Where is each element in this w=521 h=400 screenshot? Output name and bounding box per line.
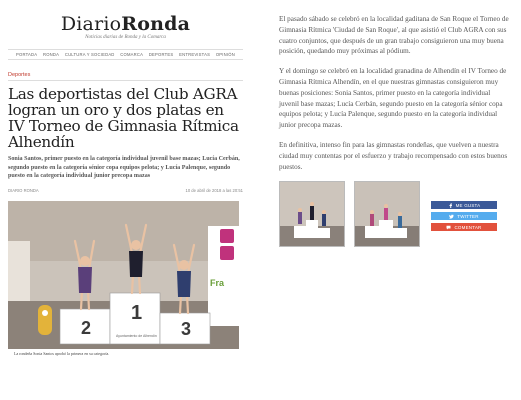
site-tagline: Noticias diarias de Ronda y la Comarca bbox=[85, 35, 166, 40]
masthead bbox=[8, 14, 243, 46]
photo-caption: La rondeña Sonia Santos aprobó la primera en su categoría. bbox=[14, 350, 110, 356]
paragraph-2: Y el domingo se celebró en la localidad granadina de Alhendín el IV Torneo de Gimnasia Rítmica Alhendín, en el que nuestras gimnastas consiguieron muy buenas posiciones: Sonia Santos, primer puesto en la categoría individual juvenil base mazas; Lucía Cerbán, segundo puesto en la categoría sénior copa equipos pelota; y Lucía Palenque, segundo puesto en la categoría individual junior precopa mazas. bbox=[279, 67, 507, 130]
like-button[interactable] bbox=[431, 201, 497, 209]
facebook-icon bbox=[448, 203, 453, 208]
social-buttons bbox=[431, 201, 497, 234]
comment-button[interactable] bbox=[431, 223, 497, 231]
like-label: ME GUSTA bbox=[455, 202, 481, 208]
paragraph-3: En definitiva, intenso fin para las gimnastas rondeñas, que vuelven a nuestra ciudad muy contentas por el esfuerzo y trabajo recompensado con estos buenos puestos. bbox=[279, 140, 508, 171]
article-headline: Las deportistas del Club AGRA logran un oro y dos platas en IV Torneo de Gimnasia Rítmica Alhendín bbox=[8, 85, 239, 151]
podium-1: 1 bbox=[131, 301, 143, 324]
paragraph-1: El pasado sábado se celebró en la localidad gaditana de San Roque el Torneo de Gimnasia Rítmica 'Ciudad de San Roque', al que asistió el Club AGRA con sus cuatro conjuntos, que después de un gran trabajo consiguieron una muy buena posición, quedando muy próximas al pódium. bbox=[279, 15, 509, 56]
gallery-photo-2 bbox=[355, 182, 420, 247]
podium-sign: Ayuntamiento de Alhendín bbox=[116, 333, 157, 338]
nav-item-cultura[interactable]: CULTURA Y SOCIEDAD bbox=[64, 52, 115, 57]
podium-3: 3 bbox=[181, 318, 192, 339]
article-photo bbox=[8, 201, 239, 349]
section-label[interactable]: Deportes bbox=[8, 72, 243, 81]
nav-item-portada[interactable]: PORTADA bbox=[16, 52, 38, 57]
comment-icon bbox=[446, 225, 451, 230]
gallery-thumb-1[interactable] bbox=[279, 181, 345, 247]
gallery-thumb-2[interactable] bbox=[354, 181, 420, 247]
article-meta bbox=[8, 188, 243, 193]
comment-label: COMENTAR bbox=[454, 224, 482, 230]
nav-item-deportes[interactable]: DEPORTES bbox=[148, 52, 174, 57]
article-lead: Sonia Santos, primer puesto en la categoría individual juvenil base mazas; Lucía Cerbán, segundo puesto en la categoría sénior copa equipos pelota; y Lucía Palenque, segundo puesto en la categoría individual junior precopa mazas bbox=[8, 156, 240, 179]
gallery-photo-1 bbox=[280, 182, 345, 247]
nav-item-ronda[interactable]: RONDA bbox=[43, 52, 60, 57]
twitter-icon bbox=[449, 214, 454, 219]
nav-item-opinion[interactable]: OPINIÓN bbox=[215, 52, 235, 57]
podium-photo-illustration bbox=[8, 201, 239, 349]
tweet-label: TWITTER bbox=[457, 213, 479, 219]
site-logo[interactable] bbox=[8, 14, 243, 34]
main-nav bbox=[8, 49, 243, 60]
podium-2: 2 bbox=[81, 317, 92, 338]
article-author: DIARIO RONDA bbox=[8, 187, 39, 193]
nav-item-comarca[interactable]: COMARCA bbox=[120, 52, 144, 57]
logo-bold: Ronda bbox=[121, 13, 191, 35]
article-date: 10 de abril de 2018 a las 20:51 bbox=[185, 187, 243, 193]
nav-item-entrevistas[interactable]: ENTREVISTAS bbox=[179, 52, 211, 57]
article-column bbox=[8, 14, 243, 358]
logo-light: Diario bbox=[60, 13, 122, 35]
tweet-button[interactable] bbox=[431, 212, 497, 220]
banner-text: Fra bbox=[210, 277, 225, 288]
